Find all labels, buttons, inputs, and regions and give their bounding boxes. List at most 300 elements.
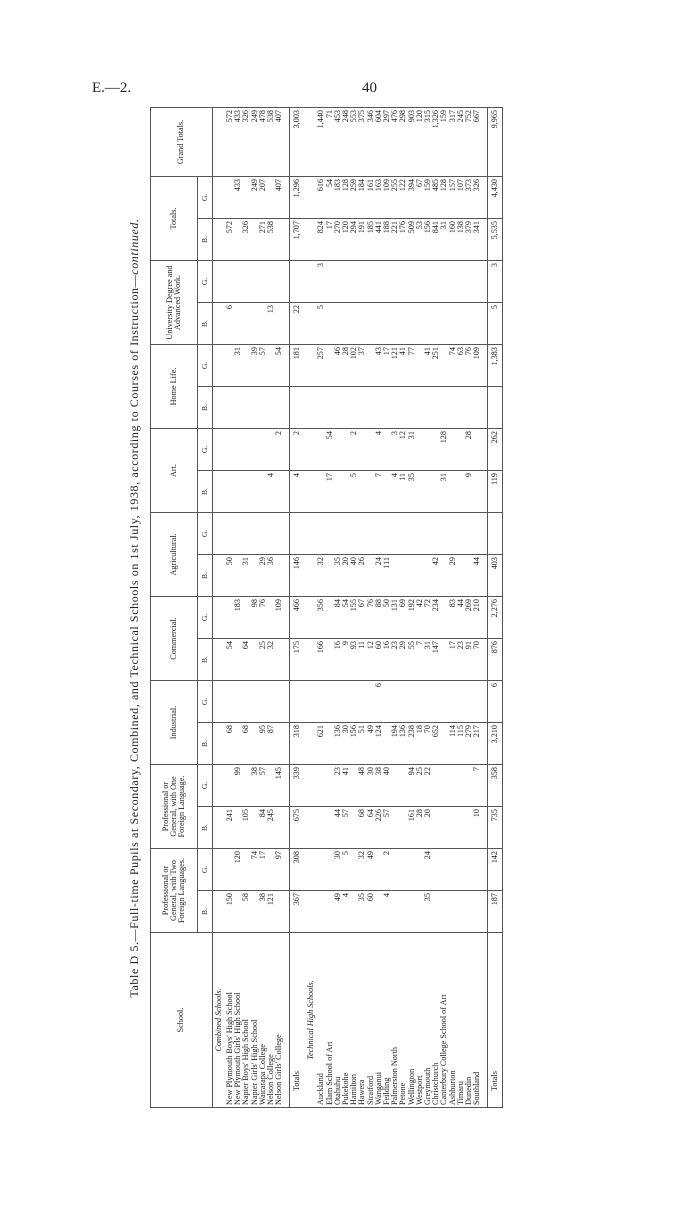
value-cell [416, 681, 424, 723]
value-cell [375, 387, 383, 429]
col-grand-totals: Grand Totals. [151, 107, 213, 176]
section-heading: Combined Schools. [213, 933, 227, 1108]
school-name: Napier Boys' High School [242, 933, 250, 1108]
value-cell [242, 261, 250, 303]
value-cell: 31 [440, 471, 448, 513]
value-cell [342, 303, 350, 345]
school-name: Greymouth [424, 933, 432, 1108]
value-cell [457, 303, 465, 345]
value-cell [399, 387, 407, 429]
value-cell: 35 [424, 891, 432, 933]
value-cell [399, 303, 407, 345]
school-name: Nelson College [267, 933, 275, 1108]
value-cell: 226 [375, 807, 383, 849]
value-cell [275, 513, 283, 555]
value-cell: 667 [473, 107, 481, 176]
value-cell: 36 [267, 555, 275, 597]
value-cell: 30 [367, 765, 375, 807]
value-cell: 616 [317, 176, 325, 218]
value-cell: 9 [342, 639, 350, 681]
value-cell: 191 [358, 219, 366, 261]
value-cell [424, 681, 432, 723]
value-cell: 373 [465, 176, 473, 218]
section-heading: Technical High Schools. [304, 933, 317, 1108]
col-g-1: G. [198, 765, 213, 807]
value-cell [358, 681, 366, 723]
value-cell [399, 849, 407, 891]
value-cell [399, 513, 407, 555]
value-cell: 23 [457, 639, 465, 681]
value-cell: 163 [375, 176, 383, 218]
value-cell: 69 [399, 597, 407, 639]
value-cell: 326 [242, 107, 250, 176]
empty-cell [213, 765, 227, 807]
value-cell [408, 303, 416, 345]
value-cell: 903 [408, 107, 416, 176]
value-cell: 124 [375, 723, 383, 765]
value-cell: 248 [342, 107, 350, 176]
value-cell: 74 [449, 345, 457, 387]
value-cell [440, 765, 448, 807]
value-cell: 166 [317, 639, 325, 681]
value-cell: 17 [383, 345, 391, 387]
value-cell [424, 261, 432, 303]
value-cell [440, 891, 448, 933]
value-cell [234, 513, 242, 555]
value-cell: 54 [342, 597, 350, 639]
value-cell [334, 261, 342, 303]
value-cell [440, 387, 448, 429]
value-cell: 67 [416, 176, 424, 218]
value-cell: 155 [350, 597, 358, 639]
value-cell: 49 [334, 891, 342, 933]
value-cell: 341 [473, 219, 481, 261]
value-cell: 18 [416, 723, 424, 765]
value-cell: 55 [408, 639, 416, 681]
value-cell: 183 [334, 176, 342, 218]
value-cell: 76 [367, 597, 375, 639]
value-cell: 121 [267, 891, 275, 933]
value-cell [234, 387, 242, 429]
value-cell [432, 849, 440, 891]
value-cell: 97 [275, 849, 283, 891]
value-cell [267, 513, 275, 555]
value-cell [317, 513, 325, 555]
value-cell: 145 [275, 765, 283, 807]
value-cell: 379 [465, 219, 473, 261]
totals-value: 22 [290, 303, 305, 345]
value-cell [449, 303, 457, 345]
empty-cell [213, 261, 227, 303]
value-cell: 24 [375, 555, 383, 597]
value-cell: 54 [326, 429, 334, 471]
school-name: Dunedin [465, 933, 473, 1108]
value-cell [317, 765, 325, 807]
value-cell [449, 765, 457, 807]
value-cell [375, 303, 383, 345]
value-cell [408, 513, 416, 555]
value-cell: 128 [342, 176, 350, 218]
value-cell: 259 [350, 176, 358, 218]
value-cell [326, 387, 334, 429]
table-row [367, 107, 375, 1107]
col-b-2: B. [198, 723, 213, 765]
value-cell [440, 303, 448, 345]
totals-row [488, 107, 503, 1107]
value-cell [391, 891, 399, 933]
value-cell: 120 [416, 107, 424, 176]
value-cell: 604 [375, 107, 383, 176]
value-cell: 138 [457, 219, 465, 261]
totals-value: 262 [488, 429, 503, 471]
totals-value: 2,276 [488, 597, 503, 639]
value-cell: 94 [408, 765, 416, 807]
totals-label: Totals [290, 933, 305, 1108]
empty-cell [304, 513, 317, 555]
value-cell [275, 303, 283, 345]
value-cell: 120 [234, 849, 242, 891]
value-cell [317, 807, 325, 849]
value-cell [391, 513, 399, 555]
value-cell [416, 261, 424, 303]
value-cell: 433 [234, 176, 242, 218]
col-group-totals: Totals. [151, 176, 198, 260]
value-cell [350, 681, 358, 723]
value-cell [226, 513, 234, 555]
table-row [317, 107, 325, 1107]
value-cell [391, 555, 399, 597]
value-cell: 394 [408, 176, 416, 218]
value-cell: 42 [416, 597, 424, 639]
col-group-agricultural: Agricultural. [151, 513, 198, 597]
school-name: Hawera [358, 933, 366, 1108]
value-cell [234, 429, 242, 471]
value-cell: 156 [350, 723, 358, 765]
value-cell: 3 [317, 261, 325, 303]
col-g-6: G. [198, 345, 213, 387]
value-cell [342, 261, 350, 303]
value-cell [399, 681, 407, 723]
value-cell [275, 471, 283, 513]
value-cell: 68 [358, 807, 366, 849]
totals-value [290, 387, 305, 429]
value-cell [408, 681, 416, 723]
totals-value: 367 [290, 891, 305, 933]
value-cell [424, 471, 432, 513]
value-cell: 6 [226, 303, 234, 345]
value-cell [326, 303, 334, 345]
school-name: Feilding [383, 933, 391, 1108]
value-cell [457, 555, 465, 597]
totals-value: 876 [488, 639, 503, 681]
value-cell: 194 [391, 723, 399, 765]
school-name: Canterbury College School of Art [440, 933, 448, 1108]
value-cell [275, 261, 283, 303]
value-cell [383, 513, 391, 555]
value-cell: 107 [457, 176, 465, 218]
value-cell [275, 891, 283, 933]
value-cell [334, 387, 342, 429]
value-cell [367, 303, 375, 345]
value-cell [457, 681, 465, 723]
value-cell [251, 429, 259, 471]
empty-cell [213, 107, 227, 176]
page-number: 40 [362, 80, 377, 96]
value-cell [457, 261, 465, 303]
col-b-8: B. [198, 219, 213, 261]
value-cell [424, 387, 432, 429]
value-cell [358, 387, 366, 429]
school-name: Elam School of Art [326, 933, 334, 1108]
value-cell: 35 [358, 891, 366, 933]
table-row [275, 107, 283, 1107]
value-cell: 271 [259, 219, 267, 261]
value-cell [449, 471, 457, 513]
totals-value: 339 [290, 765, 305, 807]
value-cell: 176 [399, 219, 407, 261]
value-cell: 41 [342, 765, 350, 807]
value-cell: 3 [391, 429, 399, 471]
value-cell: 76 [259, 597, 267, 639]
value-cell: 4 [267, 471, 275, 513]
col-b-3: B. [198, 639, 213, 681]
value-cell [334, 513, 342, 555]
value-cell: 84 [334, 597, 342, 639]
col-group-art: Art. [151, 429, 198, 513]
value-cell [449, 681, 457, 723]
value-cell: 11 [399, 471, 407, 513]
value-cell [408, 387, 416, 429]
value-cell: 1,326 [432, 107, 440, 176]
value-cell: 538 [267, 219, 275, 261]
value-cell [383, 303, 391, 345]
value-cell [275, 681, 283, 723]
empty-cell [304, 849, 317, 891]
value-cell: 238 [408, 723, 416, 765]
value-cell: 2 [350, 429, 358, 471]
value-cell: 4 [342, 891, 350, 933]
value-cell: 102 [350, 345, 358, 387]
totals-value: 5 [488, 303, 503, 345]
value-cell: 407 [275, 107, 283, 176]
school-name: Nelson Girls' College [275, 933, 283, 1108]
value-cell: 88 [375, 597, 383, 639]
value-cell: 29 [449, 555, 457, 597]
value-cell: 114 [449, 723, 457, 765]
value-cell [465, 261, 473, 303]
value-cell [465, 513, 473, 555]
value-cell: 109 [473, 345, 481, 387]
value-cell: 70 [473, 639, 481, 681]
value-cell: 157 [449, 176, 457, 218]
value-cell: 57 [259, 345, 267, 387]
value-cell [408, 555, 416, 597]
value-cell: 485 [432, 176, 440, 218]
value-cell: 60 [375, 639, 383, 681]
value-cell: 54 [226, 639, 234, 681]
table-title: Table D 5.—Full-time Pupils at Secondary, Combined, and Technical Schools on 1st July, 1938, according to Courses of Instruction—continued. [127, 218, 141, 998]
value-cell [391, 303, 399, 345]
totals-value: 358 [488, 765, 503, 807]
value-cell: 23 [334, 765, 342, 807]
value-cell: 317 [449, 107, 457, 176]
value-cell [342, 681, 350, 723]
empty-cell [213, 429, 227, 471]
value-cell [259, 387, 267, 429]
value-cell [226, 261, 234, 303]
value-cell [334, 303, 342, 345]
value-cell [399, 891, 407, 933]
value-cell: 221 [391, 219, 399, 261]
school-name: Petone [399, 933, 407, 1108]
totals-value: 4,430 [488, 176, 503, 218]
school-name: Ashburton [449, 933, 457, 1108]
table-row [408, 107, 416, 1107]
value-cell: 9 [465, 471, 473, 513]
value-cell [317, 681, 325, 723]
table-row [375, 107, 383, 1107]
school-name: Palmerston North [391, 933, 399, 1108]
value-cell [449, 429, 457, 471]
value-cell: 4 [391, 471, 399, 513]
value-cell: 95 [259, 723, 267, 765]
value-cell: 136 [334, 723, 342, 765]
totals-value: 1,707 [290, 219, 305, 261]
value-cell: 42 [432, 555, 440, 597]
value-cell: 35 [408, 471, 416, 513]
col-g-2: G. [198, 681, 213, 723]
value-cell: 87 [267, 723, 275, 765]
value-cell: 13 [267, 303, 275, 345]
value-cell: 41 [399, 345, 407, 387]
value-cell [242, 471, 250, 513]
value-cell [399, 261, 407, 303]
value-cell: 109 [275, 597, 283, 639]
value-cell: 572 [226, 219, 234, 261]
empty-cell [304, 387, 317, 429]
totals-value [488, 513, 503, 555]
value-cell: 315 [424, 107, 432, 176]
value-cell: 35 [334, 555, 342, 597]
value-cell: 161 [408, 807, 416, 849]
value-cell: 32 [317, 555, 325, 597]
value-cell [251, 303, 259, 345]
empty-cell [213, 513, 227, 555]
value-cell: 621 [317, 723, 325, 765]
value-cell: 120 [342, 219, 350, 261]
value-cell [416, 387, 424, 429]
value-cell: 23 [391, 639, 399, 681]
value-cell [432, 387, 440, 429]
totals-value: 3,003 [290, 107, 305, 176]
value-cell [317, 849, 325, 891]
value-cell [465, 891, 473, 933]
value-cell: 553 [350, 107, 358, 176]
value-cell [275, 219, 283, 261]
value-cell: 111 [383, 555, 391, 597]
value-cell: 99 [234, 765, 242, 807]
value-cell: 147 [432, 639, 440, 681]
value-cell: 25 [416, 765, 424, 807]
col-g-3: G. [198, 597, 213, 639]
value-cell [234, 261, 242, 303]
value-cell: 57 [383, 807, 391, 849]
value-cell [416, 513, 424, 555]
value-cell: 63 [457, 345, 465, 387]
value-cell [391, 681, 399, 723]
value-cell: 5 [350, 471, 358, 513]
value-cell: 17 [449, 639, 457, 681]
value-cell [440, 807, 448, 849]
value-cell: 71 [326, 107, 334, 176]
value-cell: 54 [326, 176, 334, 218]
value-cell [432, 891, 440, 933]
value-cell [449, 387, 457, 429]
value-cell: 824 [317, 219, 325, 261]
value-cell: 77 [408, 345, 416, 387]
school-name: Auckland [317, 933, 325, 1108]
value-cell [358, 513, 366, 555]
value-cell [275, 807, 283, 849]
value-cell [234, 681, 242, 723]
value-cell: 25 [259, 639, 267, 681]
school-name: Hamilton [350, 933, 358, 1108]
value-cell: 115 [457, 723, 465, 765]
value-cell [242, 387, 250, 429]
value-cell: 509 [408, 219, 416, 261]
value-cell: 2 [383, 849, 391, 891]
value-cell: 7 [416, 639, 424, 681]
value-cell [383, 261, 391, 303]
value-cell: 67 [358, 597, 366, 639]
totals-value: 5,535 [488, 219, 503, 261]
value-cell: 28 [416, 807, 424, 849]
value-cell [342, 387, 350, 429]
value-cell: 192 [408, 597, 416, 639]
totals-label: Totals [488, 933, 503, 1108]
value-cell [408, 891, 416, 933]
value-cell [358, 471, 366, 513]
value-cell: 38 [375, 765, 383, 807]
value-cell [424, 513, 432, 555]
value-cell [375, 261, 383, 303]
value-cell [267, 387, 275, 429]
value-cell [457, 849, 465, 891]
totals-value: 466 [290, 597, 305, 639]
col-school: School. [151, 933, 213, 1108]
value-cell: 1,440 [317, 107, 325, 176]
value-cell [391, 765, 399, 807]
value-cell [367, 261, 375, 303]
value-cell [334, 471, 342, 513]
value-cell [358, 429, 366, 471]
school-name: Wairarapa College [259, 933, 267, 1108]
value-cell: 49 [367, 723, 375, 765]
col-group-home-life: Home Life. [151, 345, 198, 429]
value-cell [358, 261, 366, 303]
value-cell: 249 [251, 107, 259, 176]
table-row [259, 107, 267, 1107]
value-cell: 188 [383, 219, 391, 261]
table-row [334, 107, 342, 1107]
table-row [416, 107, 424, 1107]
value-cell: 24 [424, 849, 432, 891]
empty-cell [213, 597, 227, 639]
value-cell: 16 [334, 639, 342, 681]
value-cell: 93 [350, 639, 358, 681]
col-g-0: G. [198, 849, 213, 891]
col-group-university: University Degree and Advanced Work. [151, 261, 198, 345]
